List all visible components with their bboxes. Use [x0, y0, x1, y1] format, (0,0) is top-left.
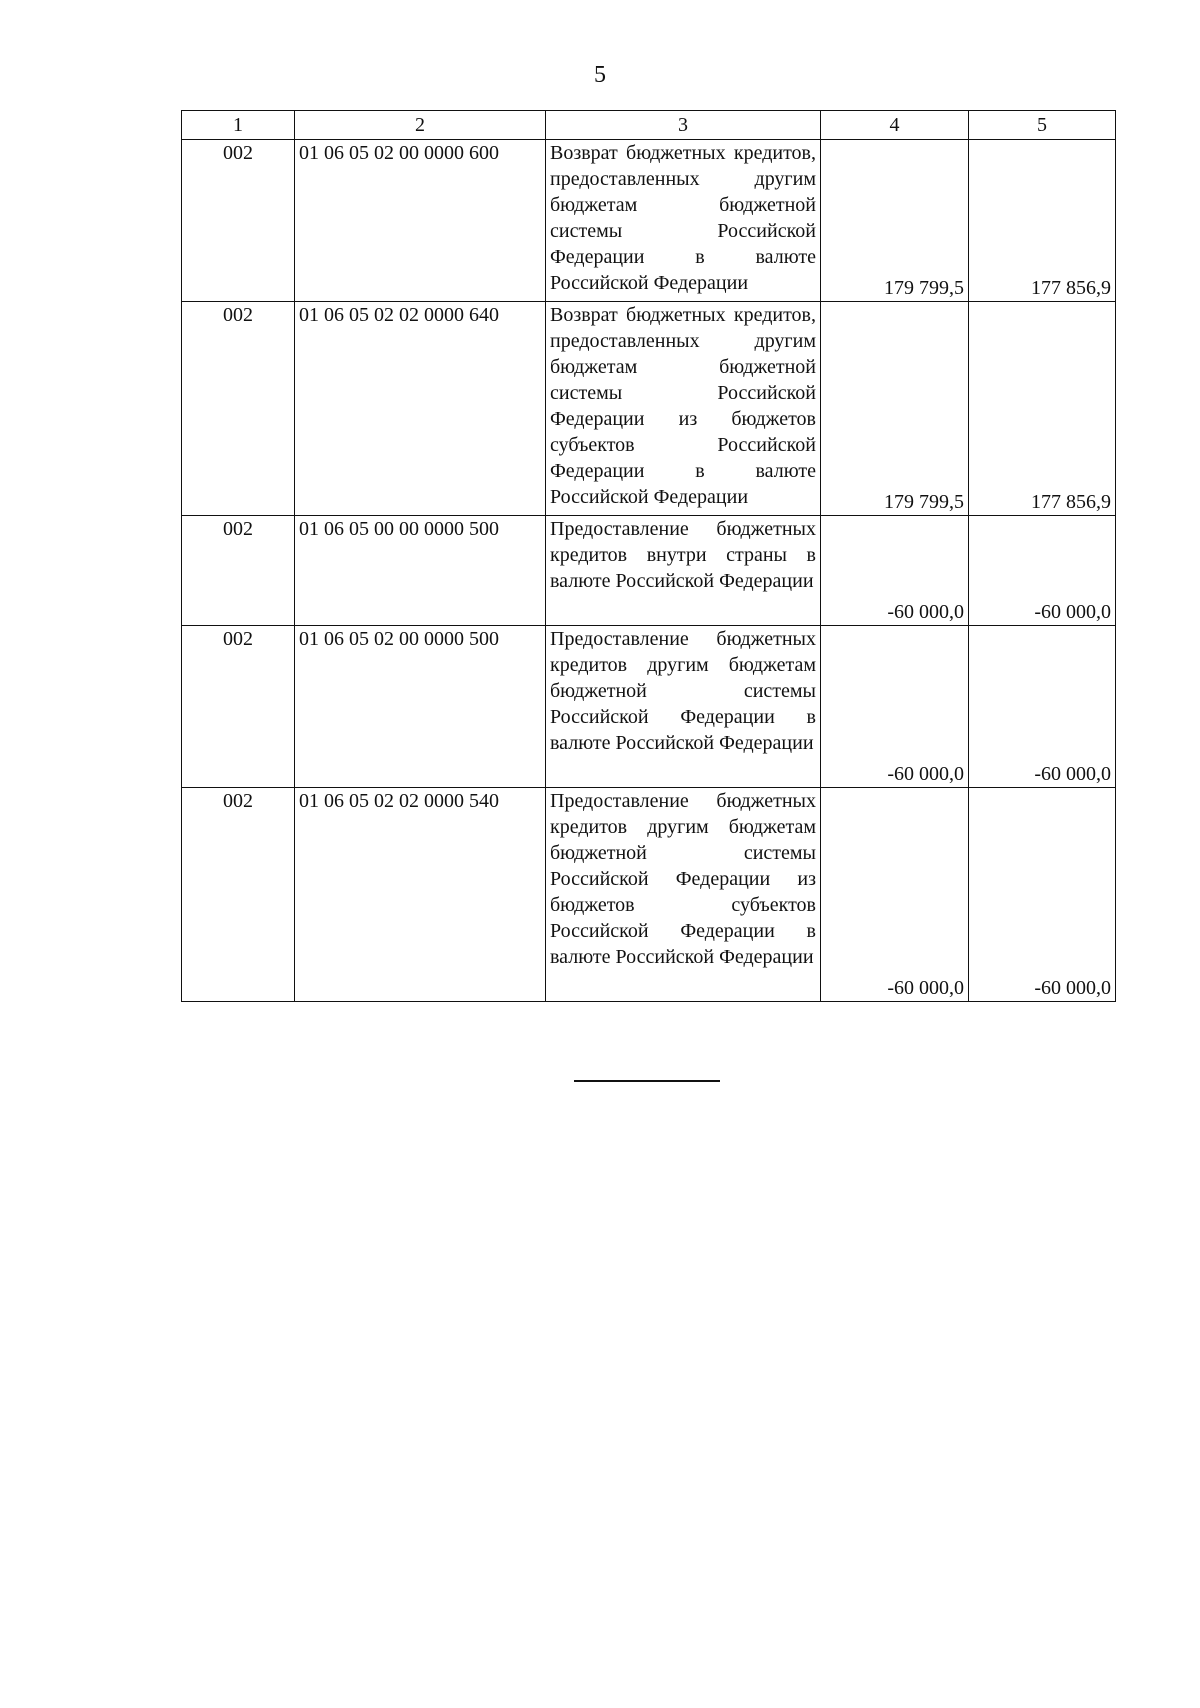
- budget-sources-table: [181, 110, 1116, 1002]
- description-cell: Возврат бюджетных кредитов, предоставленных другим бюджетам бюджетной системы Российской Федерации в валюте Российской Федерации: [546, 140, 821, 302]
- description-cell: Предоставление бюджетных кредитов другим бюджетам бюджетной системы Российской Федерации в валюте Российской Федерации: [546, 626, 821, 788]
- amount-col-5-cell: 177 856,9: [969, 140, 1116, 302]
- admin-code-cell: 002: [182, 302, 295, 516]
- amount-col-5-cell: -60 000,0: [969, 626, 1116, 788]
- table-header-row: [182, 111, 1116, 140]
- amount-col-4-cell: -60 000,0: [821, 516, 969, 626]
- page-number: 5: [594, 62, 606, 88]
- amount-col-4-cell: 179 799,5: [821, 140, 969, 302]
- budget-code-cell: 01 06 05 02 00 0000 500: [295, 626, 546, 788]
- header-col-1: 1: [182, 111, 295, 140]
- amount-col-4-cell: -60 000,0: [821, 788, 969, 1002]
- budget-code-cell: 01 06 05 00 00 0000 500: [295, 516, 546, 626]
- amount-col-5-cell: 177 856,9: [969, 302, 1116, 516]
- budget-code-cell: 01 06 05 02 02 0000 540: [295, 788, 546, 1002]
- amount-col-5-cell: -60 000,0: [969, 788, 1116, 1002]
- admin-code-cell: 002: [182, 626, 295, 788]
- table-row: [182, 788, 1116, 1002]
- table-row: [182, 516, 1116, 626]
- description-cell: Предоставление бюджетных кредитов другим бюджетам бюджетной системы Российской Федерации из бюджетов субъектов Российской Федерации в валюте Российской Федерации: [546, 788, 821, 1002]
- admin-code-cell: 002: [182, 516, 295, 626]
- amount-col-5-cell: -60 000,0: [969, 516, 1116, 626]
- admin-code-cell: 002: [182, 140, 295, 302]
- header-col-4: 4: [821, 111, 969, 140]
- amount-col-4-cell: 179 799,5: [821, 302, 969, 516]
- header-col-5: 5: [969, 111, 1116, 140]
- table-row: [182, 140, 1116, 302]
- amount-col-4-cell: -60 000,0: [821, 626, 969, 788]
- header-col-2: 2: [295, 111, 546, 140]
- budget-code-cell: 01 06 05 02 00 0000 600: [295, 140, 546, 302]
- admin-code-cell: 002: [182, 788, 295, 1002]
- description-cell: Предоставление бюджетных кредитов внутри страны в валюте Российской Федерации: [546, 516, 821, 626]
- description-cell: Возврат бюджетных кредитов, предоставленных другим бюджетам бюджетной системы Российской Федерации из бюджетов субъектов Российской Федерации в валюте Российской Федерации: [546, 302, 821, 516]
- end-of-document-rule: [574, 1080, 720, 1082]
- table-row: [182, 302, 1116, 516]
- header-col-3: 3: [546, 111, 821, 140]
- table-row: [182, 626, 1116, 788]
- budget-code-cell: 01 06 05 02 02 0000 640: [295, 302, 546, 516]
